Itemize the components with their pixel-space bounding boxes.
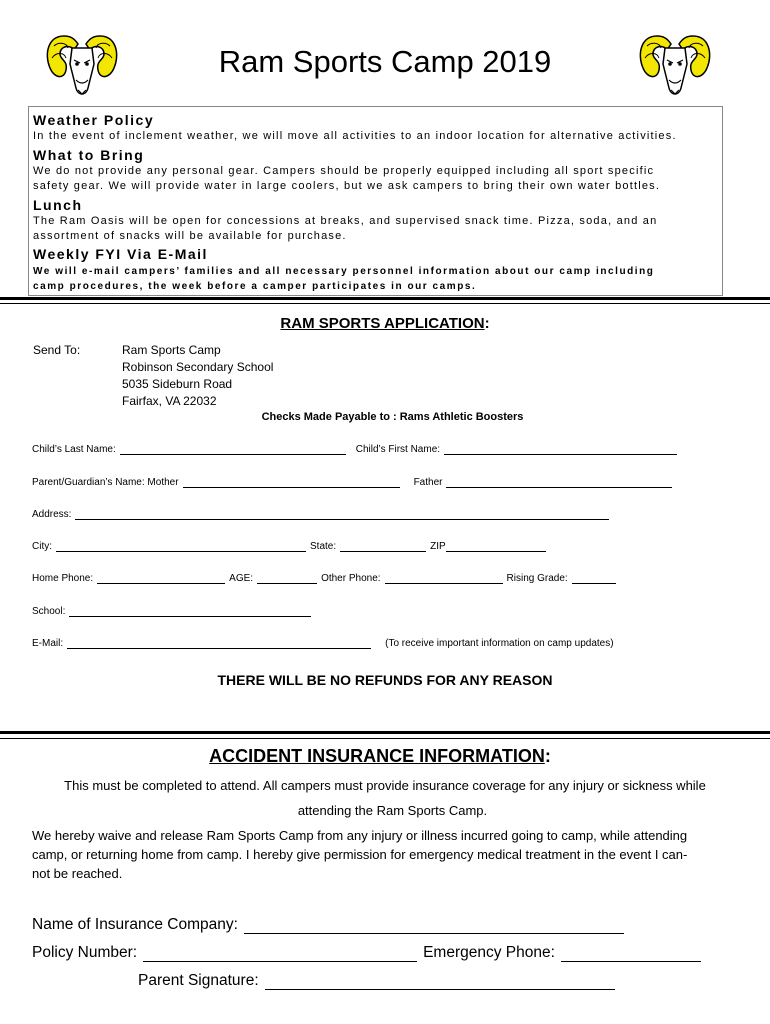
insurance-company-label: Name of Insurance Company: [32, 916, 238, 933]
lunch-text-2: assortment of snacks will be available for purchase. [33, 230, 347, 242]
email-label: E-Mail: [32, 638, 64, 649]
child-last-name-label: Child’s Last Name: [32, 444, 116, 455]
insurance-line-1: This must be completed to attend. All campers must provide insurance coverage for any injury or sickness while [64, 778, 706, 793]
lunch-text-1: The Ram Oasis will be open for concessions at breaks, and supervised snack time. Pizza, soda, and an [33, 215, 658, 227]
application-title: RAM SPORTS APPLICATION: [280, 315, 490, 332]
weekly-fyi-text-2: camp procedures, the week before a camper participates in our camps. [33, 281, 477, 292]
school-row [32, 606, 315, 617]
parent-signature-label: Parent Signature: [138, 972, 259, 989]
signature-row [138, 972, 621, 990]
policy-number-label: Policy Number: [32, 944, 138, 961]
mother-name-field[interactable] [183, 477, 400, 488]
city-field[interactable] [56, 541, 306, 552]
rising-grade-field[interactable] [572, 573, 616, 584]
other-phone-label: Other Phone: [321, 573, 381, 584]
address-field[interactable] [75, 509, 609, 520]
city-row [32, 541, 550, 552]
address-row [32, 509, 613, 520]
father-name-label: Father [413, 477, 443, 488]
divider-top-thin [0, 303, 770, 304]
email-row [32, 638, 614, 649]
page-title: Ram Sports Camp 2019 [218, 44, 552, 79]
child-first-name-label: Child’s First Name: [355, 444, 441, 455]
home-phone-field[interactable] [97, 573, 225, 584]
mother-name-label: Parent/Guardian’s Name: Mother [32, 477, 179, 488]
email-field[interactable] [67, 638, 371, 649]
refund-notice: THERE WILL BE NO REFUNDS FOR ANY REASON [217, 672, 553, 688]
emergency-phone-field[interactable] [561, 947, 701, 962]
what-to-bring-heading: What to Bring [33, 147, 145, 163]
state-field[interactable] [340, 541, 426, 552]
home-phone-label: Home Phone: [32, 573, 94, 584]
other-phone-field[interactable] [385, 573, 503, 584]
insurance-line-2: attending the Ram Sports Camp. [297, 803, 488, 818]
waiver-text-2: camp, or returning home from camp. I hereby give permission for emergency medical treatment in the event I can- [32, 847, 688, 862]
school-label: School: [32, 606, 66, 617]
insurance-title: ACCIDENT INSURANCE INFORMATION: [209, 746, 551, 766]
address-line-3: 5035 Sideburn Road [122, 377, 233, 391]
father-name-field[interactable] [446, 477, 672, 488]
address-line-2: Robinson Secondary School [122, 360, 274, 374]
child-first-name-field[interactable] [444, 444, 677, 455]
child-last-name-field[interactable] [120, 444, 346, 455]
rising-grade-label: Rising Grade: [506, 573, 568, 584]
state-label: State: [310, 541, 337, 552]
insurance-company-field[interactable] [244, 919, 624, 934]
address-line-1: Ram Sports Camp [122, 343, 221, 357]
weather-policy-heading: Weather Policy [33, 112, 155, 128]
age-field[interactable] [257, 573, 317, 584]
email-note: (To receive important information on camp updates) [385, 638, 614, 649]
waiver-text-3: not be reached. [32, 866, 123, 881]
city-label: City: [32, 541, 52, 552]
policy-number-field[interactable] [143, 947, 417, 962]
weekly-fyi-heading: Weekly FYI Via E-Mail [33, 246, 208, 262]
address-label: Address: [32, 509, 72, 520]
lunch-heading: Lunch [33, 197, 83, 213]
policy-row [32, 944, 707, 962]
address-line-4: Fairfax, VA 22032 [122, 394, 217, 408]
what-to-bring-text-1: We do not provide any personal gear. Campers should be properly equipped including all sport specific [33, 165, 655, 177]
send-to-label: Send To: [33, 343, 81, 357]
divider-top-thick [0, 297, 770, 300]
weekly-fyi-text-1: We will e-mail campers’ families and all necessary personnel information about our camp including [33, 266, 655, 277]
divider-mid-thin [0, 738, 770, 739]
parent-signature-field[interactable] [265, 975, 615, 990]
age-label: AGE: [229, 573, 254, 584]
child-last-name-row [32, 444, 681, 455]
zip-field[interactable] [446, 541, 546, 552]
parent-row [32, 477, 676, 488]
insurance-company-row [32, 916, 630, 934]
phone-row [32, 573, 620, 584]
weather-policy-text: In the event of inclement weather, we will move all activities to an indoor location for alternative activities. [33, 130, 677, 142]
emergency-phone-label: Emergency Phone: [423, 944, 555, 961]
school-field[interactable] [69, 606, 311, 617]
divider-mid-thick [0, 731, 770, 734]
waiver-text-1: We hereby waive and release Ram Sports Camp from any injury or illness incurred going to camp, while attending [32, 828, 688, 843]
what-to-bring-text-2: safety gear. We will provide water in large coolers, but we ask campers to bring their own water bottles. [33, 180, 661, 192]
checks-note: Checks Made Payable to : Rams Athletic Boosters [261, 411, 524, 423]
zip-label: ZIP [430, 541, 446, 552]
